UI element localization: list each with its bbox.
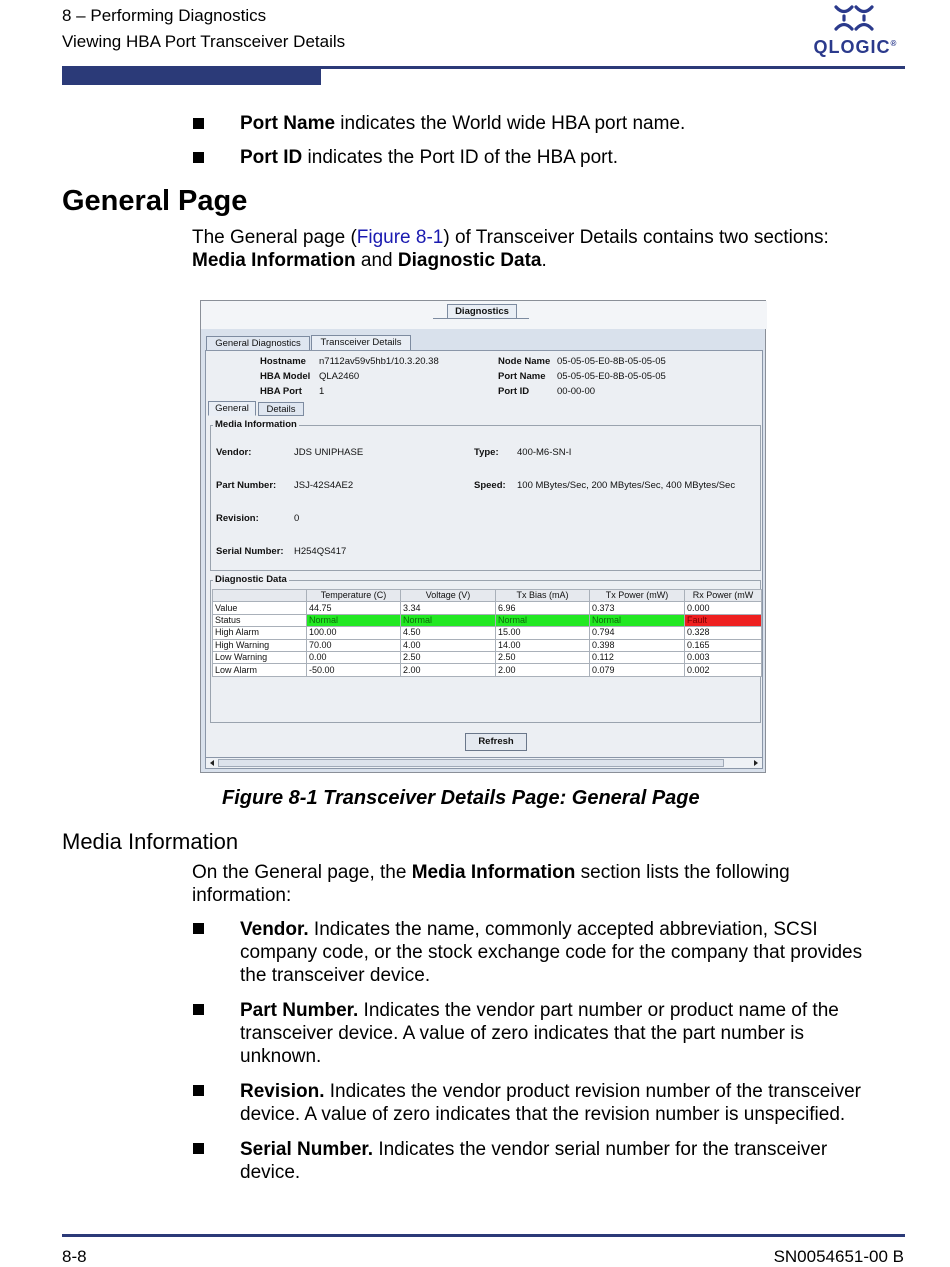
tab-underline xyxy=(433,318,529,319)
bullet-icon xyxy=(193,1085,204,1096)
speed-label: Speed: xyxy=(474,480,506,491)
row-label: Low Alarm xyxy=(213,664,307,676)
hba-model-label: HBA Model xyxy=(260,371,311,382)
tab-general-diagnostics[interactable]: General Diagnostics xyxy=(206,336,310,351)
tab-diagnostics[interactable]: Diagnostics xyxy=(447,304,517,319)
chapter-title: 8 – Performing Diagnostics xyxy=(62,6,267,25)
table-cell: 0.398 xyxy=(590,639,685,651)
diagnostic-data-table xyxy=(212,589,762,677)
table-cell: 2.50 xyxy=(496,651,590,663)
qlogic-logo xyxy=(808,4,903,60)
heading-general-page: General Page xyxy=(62,185,248,217)
column-header[interactable] xyxy=(213,590,307,602)
bullet-port-id: Port ID indicates the Port ID of the HBA port. xyxy=(240,147,619,168)
diagnostic-data-title: Diagnostic Data xyxy=(215,574,287,585)
hba-model-value: QLA2460 xyxy=(319,371,360,382)
tab-general[interactable]: General xyxy=(208,401,256,416)
general-page-para: The General page (Figure 8-1) of Transceiver Details contains two sections: Media Information and Diagnostic Data. xyxy=(192,227,829,271)
bullet-icon xyxy=(193,923,204,934)
table-cell: 0.112 xyxy=(590,651,685,663)
table-cell: 100.00 xyxy=(307,627,401,639)
tab-transceiver-details[interactable]: Transceiver Details xyxy=(311,335,411,351)
node-name-label: Node Name xyxy=(498,356,551,367)
vendor-label: Vendor: xyxy=(216,447,252,458)
scrollbar-thumb[interactable] xyxy=(218,759,724,767)
table-cell: 6.96 xyxy=(496,602,590,614)
table-cell: 0.002 xyxy=(685,664,762,676)
table-row[interactable] xyxy=(213,664,762,676)
table-cell: 4.50 xyxy=(401,627,496,639)
node-name-value: 05-05-05-E0-8B-05-05-05 xyxy=(557,356,666,367)
status-normal-cell: Normal xyxy=(307,614,401,626)
port-name-value: 05-05-05-E0-8B-05-05-05 xyxy=(557,371,666,382)
table-cell: -50.00 xyxy=(307,664,401,676)
scroll-right-arrow-icon[interactable] xyxy=(751,758,761,768)
part-number-label: Part Number: xyxy=(216,480,277,491)
table-row[interactable] xyxy=(213,614,762,626)
speed-value: 100 MBytes/Sec, 200 MBytes/Sec, 400 MBytes/Sec xyxy=(517,480,736,491)
tab-details[interactable]: Details xyxy=(258,402,304,416)
scroll-left-arrow-icon[interactable] xyxy=(207,758,217,768)
port-name-label: Port Name xyxy=(498,371,546,382)
column-header-rx-power[interactable]: Rx Power (mW xyxy=(685,590,762,602)
vendor-value: JDS UNIPHASE xyxy=(294,447,364,458)
table-row[interactable] xyxy=(213,627,762,639)
table-row[interactable] xyxy=(213,639,762,651)
type-label: Type: xyxy=(474,447,499,458)
bullet-revision: Revision. Indicates the vendor product revision number of the transceiver device. A value of zero indicates that the revision number is unspecified. xyxy=(240,1081,861,1125)
table-cell: 2.00 xyxy=(496,664,590,676)
figure-caption: Figure 8-1 Transceiver Details Page: General Page xyxy=(222,787,700,809)
status-fault-cell: Fault xyxy=(685,614,762,626)
table-cell: 44.75 xyxy=(307,602,401,614)
bullet-icon xyxy=(193,1143,204,1154)
header-rule-block xyxy=(62,69,321,85)
heading-media-information: Media Information xyxy=(62,829,239,854)
horizontal-scrollbar[interactable] xyxy=(205,757,763,769)
revision-label: Revision: xyxy=(216,513,259,524)
hba-port-label: HBA Port xyxy=(260,386,302,397)
row-label: High Alarm xyxy=(213,627,307,639)
table-cell: 0.373 xyxy=(590,602,685,614)
row-label: Value xyxy=(213,602,307,614)
row-label: Status xyxy=(213,614,307,626)
page-number: 8-8 xyxy=(62,1247,87,1266)
bullet-vendor: Vendor. Indicates the name, commonly accepted abbreviation, SCSI company code, or the stock exchange code for the company that provides the transceiver device. xyxy=(240,919,863,986)
column-header-tx-power[interactable]: Tx Power (mW) xyxy=(590,590,685,602)
table-cell: 2.50 xyxy=(401,651,496,663)
logo-wordmark: QLOGIC® xyxy=(813,37,898,57)
table-header-row xyxy=(213,590,762,602)
column-header-tx-bias[interactable]: Tx Bias (mA) xyxy=(496,590,590,602)
section-title: Viewing HBA Port Transceiver Details xyxy=(62,32,346,51)
transceiver-panel xyxy=(205,350,763,758)
row-label: High Warning xyxy=(213,639,307,651)
part-number-value: JSJ-42S4AE2 xyxy=(294,480,354,491)
bullet-icon xyxy=(193,1004,204,1015)
bullet-part-number: Part Number. Indicates the vendor part number or product name of the transceiver device. A value of zero indicates that the part number is unknown. xyxy=(240,1000,839,1067)
port-id-label: Port ID xyxy=(498,386,530,397)
status-normal-cell: Normal xyxy=(496,614,590,626)
qlogic-logo-icon xyxy=(808,4,903,36)
table-cell: 0.165 xyxy=(685,639,762,651)
bullet-icon xyxy=(193,152,204,163)
revision-value: 0 xyxy=(294,513,300,524)
media-information-section xyxy=(210,419,761,571)
media-info-intro: On the General page, the Media Information section lists the following information: xyxy=(192,862,790,906)
table-cell: 3.34 xyxy=(401,602,496,614)
port-id-value: 00-00-00 xyxy=(557,386,596,397)
document-id: SN0054651-00 B xyxy=(773,1247,904,1266)
status-normal-cell: Normal xyxy=(401,614,496,626)
table-cell: 0.079 xyxy=(590,664,685,676)
bullet-port-name: Port Name indicates the World wide HBA port name. xyxy=(240,113,686,134)
table-row[interactable] xyxy=(213,602,762,614)
hostname-label: Hostname xyxy=(260,356,306,367)
figure-link[interactable]: Figure 8-1 xyxy=(356,227,444,248)
transceiver-details-screenshot xyxy=(200,300,766,773)
media-information-title: Media Information xyxy=(215,419,297,430)
table-row[interactable] xyxy=(213,651,762,663)
table-cell: 15.00 xyxy=(496,627,590,639)
table-cell: 14.00 xyxy=(496,639,590,651)
table-cell: 0.000 xyxy=(685,602,762,614)
table-cell: 0.00 xyxy=(307,651,401,663)
bullet-serial-number: Serial Number. Indicates the vendor serial number for the transceiver device. xyxy=(240,1139,828,1183)
serial-number-label: Serial Number: xyxy=(216,546,284,557)
footer-rule xyxy=(62,1234,905,1237)
table-cell: 0.003 xyxy=(685,651,762,663)
table-cell: 0.794 xyxy=(590,627,685,639)
row-label: Low Warning xyxy=(213,651,307,663)
bullet-icon xyxy=(193,118,204,129)
column-header-voltage[interactable]: Voltage (V) xyxy=(401,590,496,602)
hba-port-value: 1 xyxy=(319,386,325,397)
table-cell: 4.00 xyxy=(401,639,496,651)
table-cell: 2.00 xyxy=(401,664,496,676)
hostname-value: n7112av59v5hb1/10.3.20.38 xyxy=(319,356,439,367)
refresh-button[interactable]: Refresh xyxy=(465,733,527,751)
serial-number-value: H254QS417 xyxy=(294,546,347,557)
diagnostic-data-section xyxy=(210,574,761,723)
table-cell: 0.328 xyxy=(685,627,762,639)
column-header-temperature[interactable]: Temperature (C) xyxy=(307,590,401,602)
type-value: 400-M6-SN-I xyxy=(517,447,572,458)
table-cell: 70.00 xyxy=(307,639,401,651)
status-normal-cell: Normal xyxy=(590,614,685,626)
